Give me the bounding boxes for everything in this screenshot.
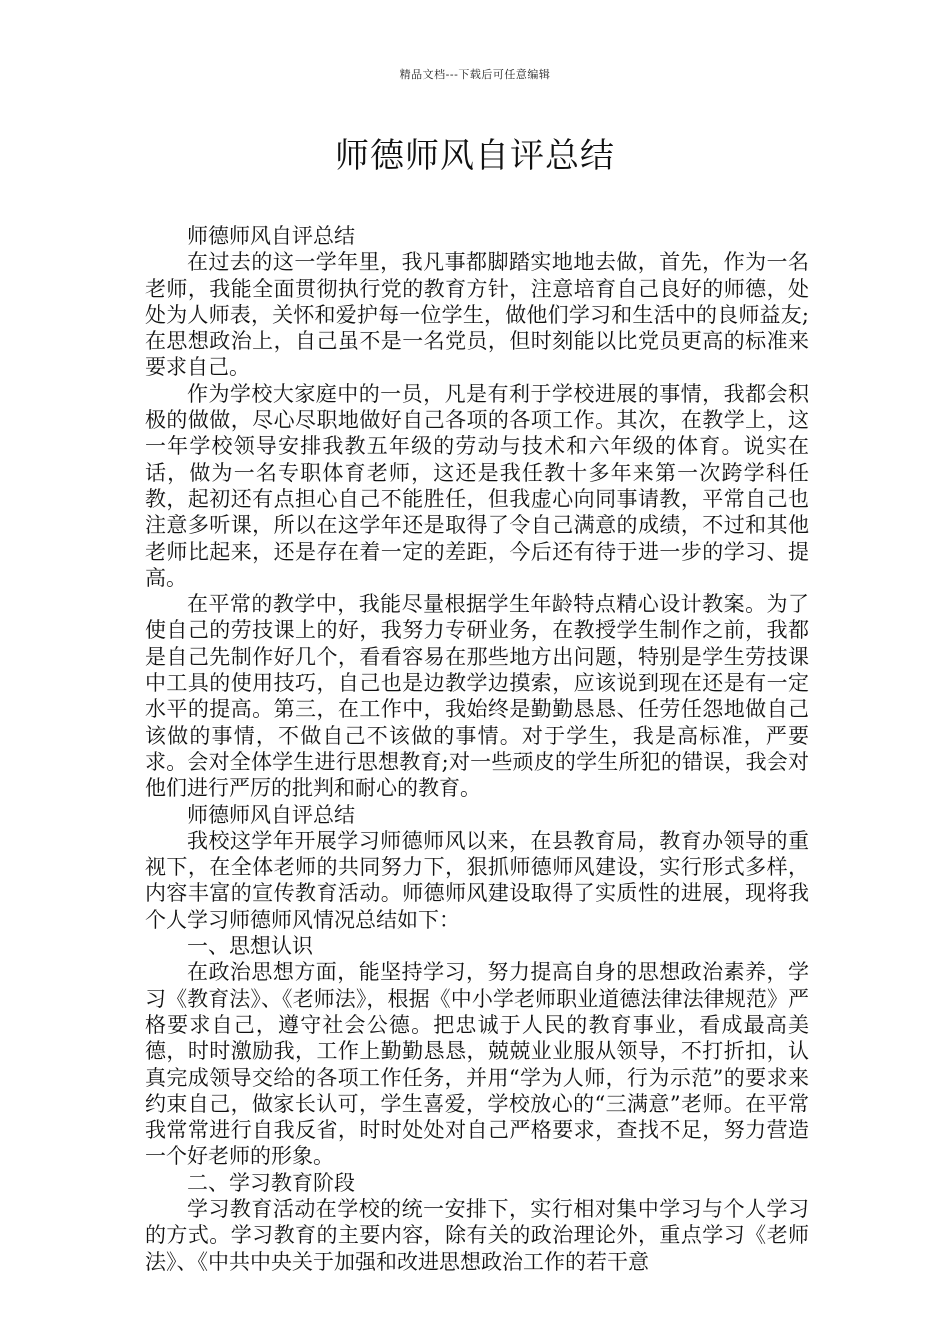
- section-heading: 一、思想认识: [187, 934, 313, 959]
- paragraph: 作为学校大家庭中的一员，凡是有利于学校进展的事情，我都会积极的做做，尽心尽职地做好自己各项的各项工作。其次，在教学上，这一年学校领导安排我教五年级的劳动与技术和六年级的体育。说实在话，做为一名专职体育老师，这还是我任教十多年来第一次跨学科任教，起初还有点担心自己不能胜任，但我虚心向同事请教，平常自己也注意多听课，所以在这学年还是取得了令自己满意的成绩，不过和其他老师比起来，还是存在着一定的差距，今后还有待于进一步的学习、提高。: [145, 381, 809, 590]
- paragraph: 在政治思想方面，能坚持学习，努力提高自身的思想政治素养，学习《教育法》、《老师法》，根据《中小学老师职业道德法律法律规范》严格要求自己，遵守社会公德。把忠诚于人民的教育事业，看成最高美德，时时激励我，工作上勤勤恳恳，兢兢业业服从领导，不打折扣，认真完成领导交给的各项工作任务，并用“学为人师，行为示范”的要求来约束自己，做家长认可，学生喜爱，学校放心的“三满意”老师。在平常我常常进行自我反省，时时处处对自己严格要求，查找不足，努力营造一个好老师的形象。: [145, 960, 809, 1169]
- document-title: 师德师风自评总结: [335, 136, 615, 176]
- paragraph: 我校这学年开展学习师德师风以来，在县教育局，教育办领导的重视下，在全体老师的共同努力下，狠抓师德师风建设，实行形式多样，内容丰富的宣传教育活动。师德师风建设取得了实质性的进展，现将我个人学习师德师风情况总结如下：: [145, 828, 809, 932]
- paragraph-subtitle: 师德师风自评总结: [187, 802, 355, 827]
- page-header: 精品文档---下载后可任意编辑: [399, 68, 551, 81]
- section-heading: 二、学习教育阶段: [187, 1170, 355, 1195]
- paragraph-subtitle: 师德师风自评总结: [187, 224, 355, 248]
- document-body: [145, 223, 809, 1275]
- paragraph: 在平常的教学中，我能尽量根据学生年龄特点精心设计教案。为了使自己的劳技课上的好，我努力专研业务，在教授学生制作之前，我都是自己先制作好几个，看看容易在那些地方出问题，特别是学生劳技课中工具的使用技巧，自己也是边教学边摸索，应该说到现在还是有一定水平的提高。第三，在工作中，我始终是勤勤恳恳、任劳任怨地做自己该做的事情，不做自己不该做的事情。对于学生，我是高标准，严要求。会对全体学生进行思想教育;对一些顽皮的学生所犯的错误，我会对他们进行严厉的批判和耐心的教育。: [145, 592, 809, 801]
- paragraph: 在过去的这一学年里，我凡事都脚踏实地地去做，首先，作为一名老师，我能全面贯彻执行党的教育方针，注意培育自己良好的师德，处处为人师表，关怀和爱护每一位学生，做他们学习和生活中的良师益友;在思想政治上，自己虽不是一名党员，但时刻能以比党员更高的标准来要求自己。: [145, 250, 809, 380]
- paragraph: 学习教育活动在学校的统一安排下，实行相对集中学习与个人学习的方式。学习教育的主要内容，除有关的政治理论外，重点学习《老师法》、《中共中央关于加强和改进思想政治工作的若干意: [145, 1196, 809, 1274]
